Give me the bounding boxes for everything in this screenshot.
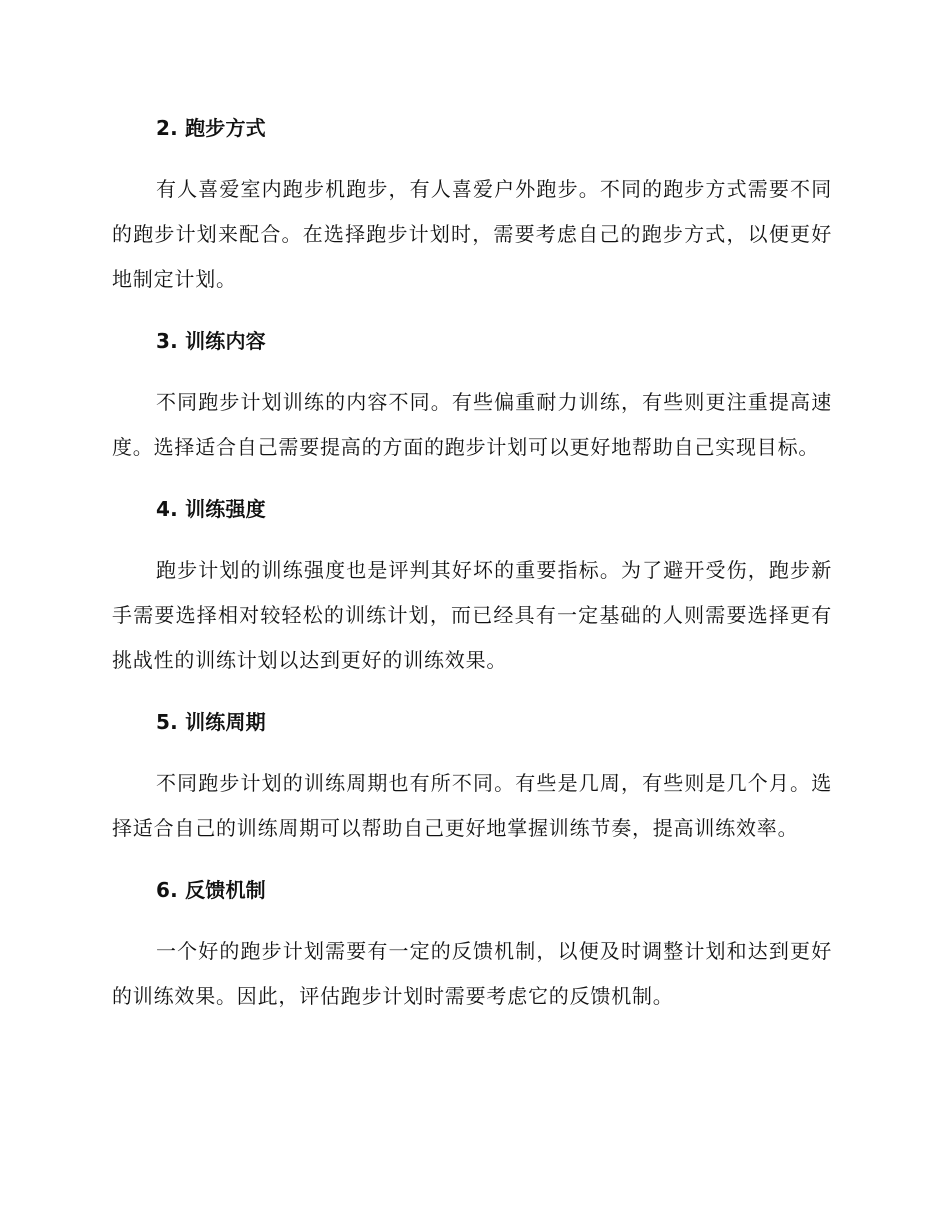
section-heading: 3. 训练内容 <box>156 329 266 353</box>
section-training-intensity <box>112 492 832 683</box>
section-heading: 6. 反馈机制 <box>156 878 266 902</box>
section-heading: 5. 训练周期 <box>156 710 266 734</box>
section-paragraph: 跑步计划的训练强度也是评判其好坏的重要指标。为了避开受伤，跑步新手需要选择相对较轻松的训练计划，而已经具有一定基础的人则需要选择更有挑战性的训练计划以达到更好的训练效果。 <box>112 558 832 672</box>
section-feedback-mechanism <box>112 873 832 1019</box>
section-paragraph: 不同跑步计划的训练周期也有所不同。有些是几周，有些则是几个月。选择适合自己的训练周期可以帮助自己更好地掌握训练节奏，提高训练效率。 <box>112 771 832 840</box>
section-heading: 2. 跑步方式 <box>156 116 266 140</box>
section-training-content <box>112 324 832 470</box>
document-body <box>112 111 832 1041</box>
section-paragraph: 有人喜爱室内跑步机跑步，有人喜爱户外跑步。不同的跑步方式需要不同的跑步计划来配合。在选择跑步计划时，需要考虑自己的跑步方式，以便更好地制定计划。 <box>112 177 832 291</box>
section-paragraph: 不同跑步计划训练的内容不同。有些偏重耐力训练，有些则更注重提高速度。选择适合自己需要提高的方面的跑步计划可以更好地帮助自己实现目标。 <box>112 390 832 459</box>
section-heading: 4. 训练强度 <box>156 497 266 521</box>
section-paragraph: 一个好的跑步计划需要有一定的反馈机制，以便及时调整计划和达到更好的训练效果。因此，评估跑步计划时需要考虑它的反馈机制。 <box>112 939 832 1008</box>
section-training-cycle <box>112 705 832 851</box>
section-running-style <box>112 111 832 302</box>
